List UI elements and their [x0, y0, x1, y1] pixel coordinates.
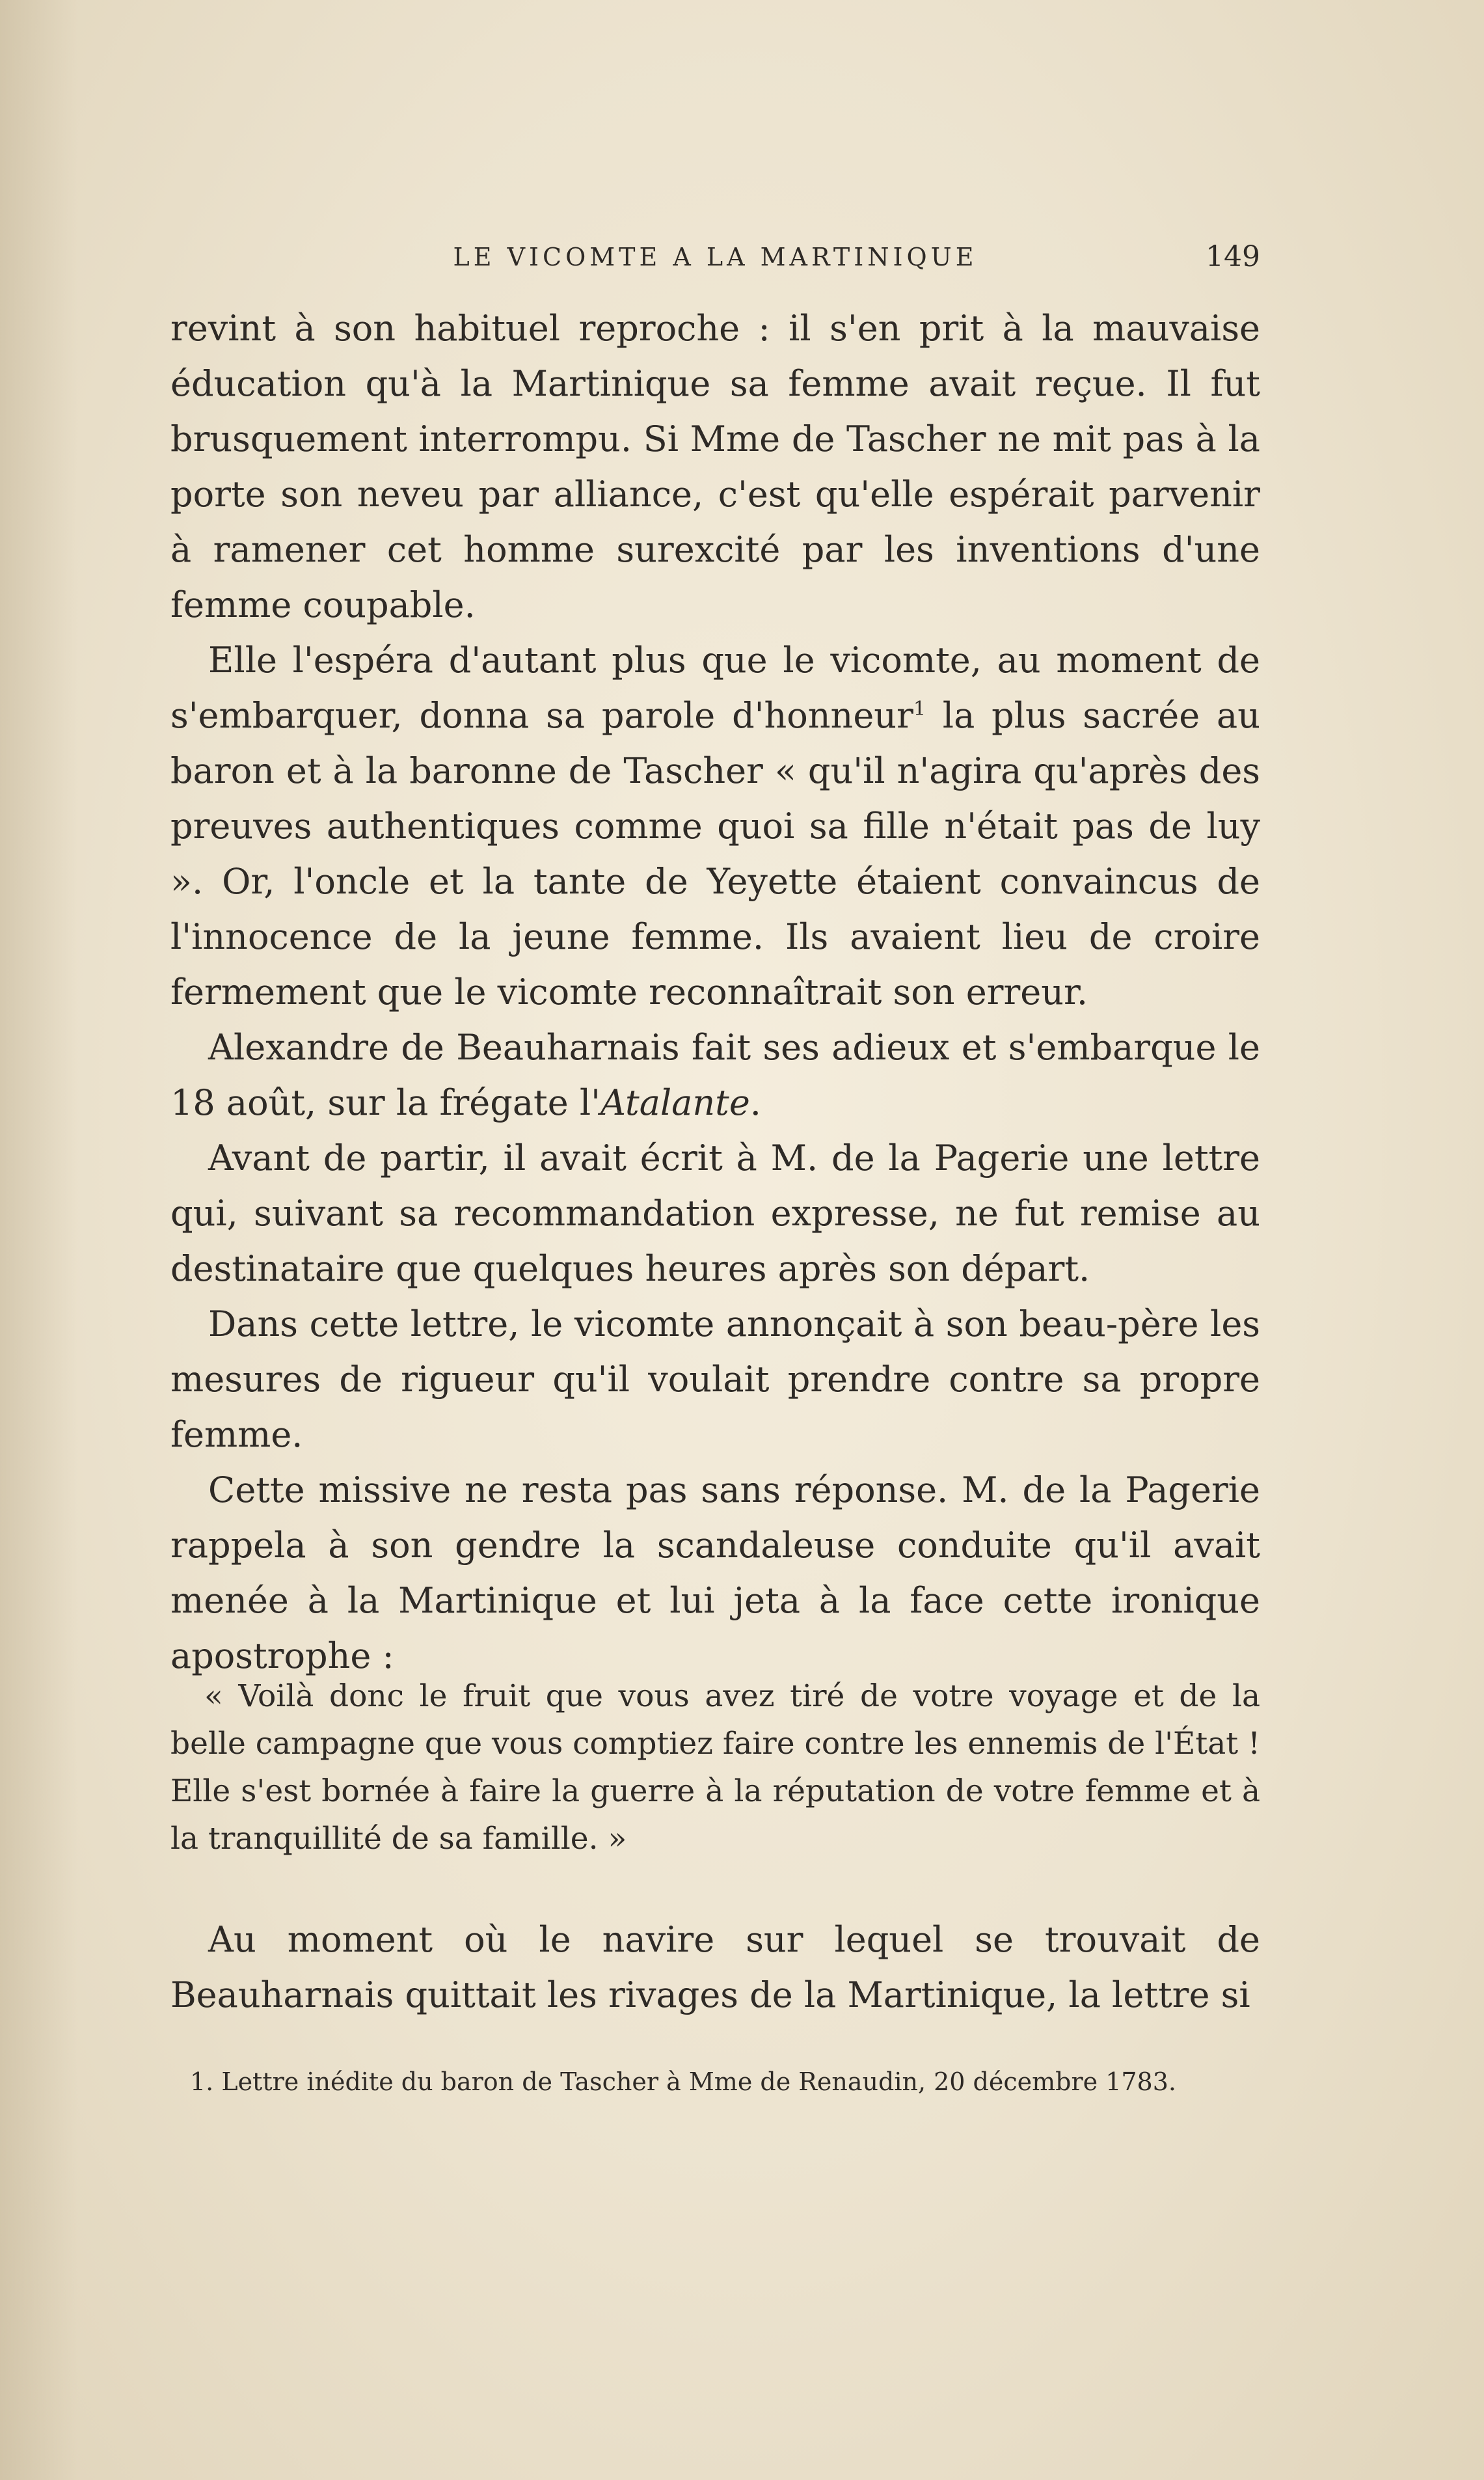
- ship-name: Atalante: [600, 1082, 750, 1123]
- paragraph-1: revint à son habituel reproche : il s'en prit à la mauvaise éducation qu'à la Martinique sa femme avait reçue. Il fut brusquement interrompu. Si Mme de Tascher ne mit pas à la porte son neveu par alliance, c'est qu'elle espérait parvenir à ramener cet homme surexcité par les inventions d'une femme coupable.: [170, 308, 1260, 625]
- paragraph-6: Cette missive ne resta pas sans réponse. M. de la Pagerie rappela à son gendre la scandaleuse conduite qu'il avait menée à la Martinique et lui jeta à la face cette ironique apostrophe :: [170, 1469, 1260, 1676]
- page-number: 149: [1206, 240, 1260, 273]
- footnote-reference: 1: [913, 698, 926, 720]
- paragraph-3-before-italic: Alexandre de Beauharnais fait ses adieux et s'embarque le 18 août, sur la frégate l': [170, 1027, 1260, 1123]
- paragraph-3: [170, 1020, 1260, 1130]
- paragraph-4: Avant de partir, il avait écrit à M. de la Pagerie une lettre qui, suivant sa recommandation expresse, ne fut remise au destinataire que quelques heures après son départ.: [170, 1138, 1260, 1289]
- running-head: [170, 238, 1260, 283]
- block-quote: « Voilà donc le fruit que vous avez tiré de votre voyage et de la belle campagne que vous comptiez faire contre les ennemis de l'État ! Elle s'est bornée à faire la guerre à la réputation de votre femme et à la tranquillité de sa famille. »: [170, 1678, 1260, 1857]
- paragraph-5: Dans cette lettre, le vicomte annonçait à son beau-père les mesures de rigueur qu'il voulait prendre contre sa propre femme.: [170, 1303, 1260, 1455]
- paragraph-2-before-note: Elle l'espéra d'autant plus que le vicomte, au moment de s'embarquer, donna sa parole d'honneur: [170, 640, 1260, 736]
- paragraph-2: [170, 633, 1260, 1020]
- body-text: [170, 301, 1260, 1683]
- binding-shadow: [0, 0, 78, 2480]
- paragraph-2-after-note: la plus sacrée au baron et à la baronne de Tascher « qu'il n'agira qu'après des preuves authentiques comme quoi sa fille n'était pas de luy ». Or, l'oncle et la tante de Yeyette étaient convaincus de l'innocence de la jeune femme. Ils avaient lieu de croire fermement que le vicomte reconnaîtrait son erreur.: [170, 695, 1260, 1013]
- footnote: 1. Lettre inédite du baron de Tascher à Mme de Renaudin, 20 décembre 1783.: [190, 2067, 1176, 2096]
- paragraph-3-after-italic: .: [749, 1082, 761, 1123]
- paragraph-after-quote: Au moment où le navire sur lequel se trouvait de Beauharnais quittait les rivages de la Martinique, la lettre si: [170, 1919, 1260, 2015]
- running-title: LE VICOMTE A LA MARTINIQUE: [453, 243, 978, 271]
